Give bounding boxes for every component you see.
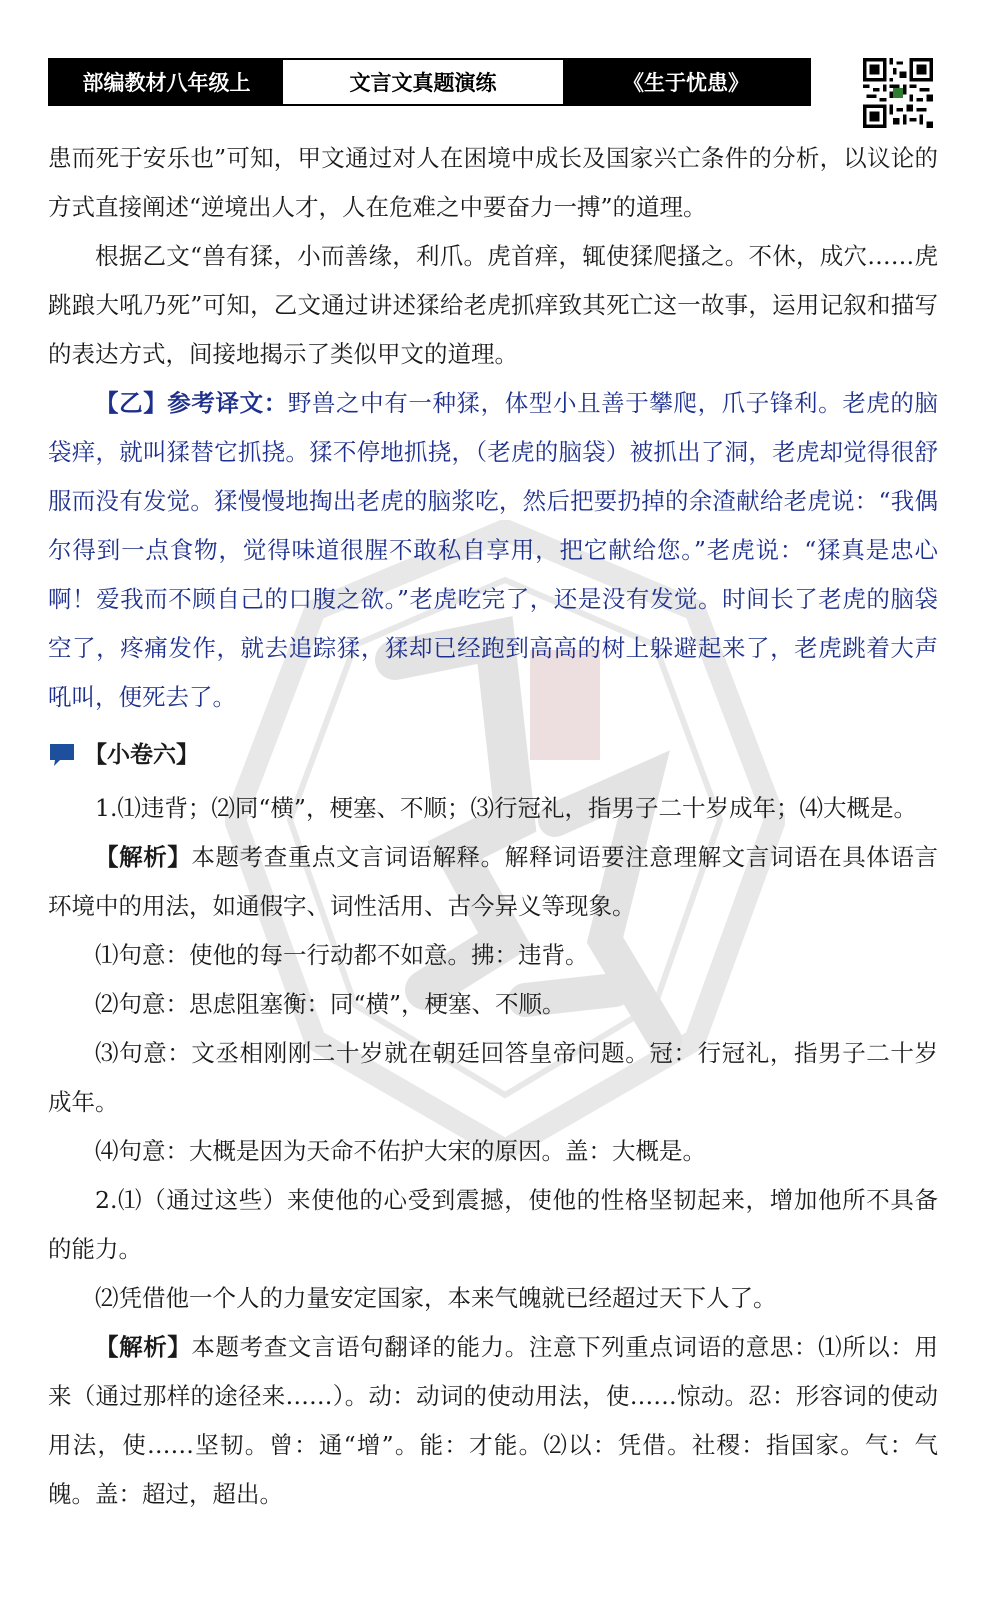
header-topic: 文言文真题演练: [283, 60, 563, 104]
speech-bubble-icon: [48, 742, 78, 768]
section-title: 【小卷六】: [84, 741, 199, 768]
analysis-1-text: 本题考查重点文言词语解释。解释词语要注意理解文言词语在具体语言环境中的用法，如通假字、词性活用、古今异义等现象。: [48, 843, 939, 920]
paragraph-conclusion-a: 患而死于安乐也”可知，甲文通过对人在困境中成长及国家兴亡条件的分析，以议论的方式直接阐述“逆境出人才，人在危难之中要奋力一搏”的道理。: [48, 144, 938, 221]
analysis-1-item-1: ⑴句意：使他的每一行动都不如意。拂：违背。: [95, 941, 589, 969]
header-grade: 部编教材八年级上: [50, 60, 283, 104]
answer-1: 1.⑴违背；⑵同“横”，梗塞、不顺；⑶行冠礼，指男子二十岁成年；⑷大概是。: [95, 794, 917, 822]
analysis-2-text: 本题考查文言语句翻译的能力。注意下列重点词语的意思：⑴所以：用来（通过那样的途径来……）。动：动词的使动用法，使……惊动。忍：形容词的使动用法，使……坚韧。曾：通“增”。能：才能。⑵以：凭借。社稷：指国家。气：气魄。盖：超过，超出。: [48, 1333, 939, 1508]
translation-label: 【乙】参考译文：: [95, 389, 288, 417]
header-banner: [48, 58, 811, 106]
analysis-1-item-2: ⑵句意：思虑阻塞衡：同“横”，梗塞、不顺。: [95, 990, 566, 1018]
analysis-1-item-4: ⑷句意：大概是因为天命不佑护大宋的原因。盖：大概是。: [95, 1137, 706, 1165]
analysis-1-item-3: ⑶句意：文丞相刚刚二十岁就在朝廷回答皇帝问题。冠：行冠礼，指男子二十岁成年。: [48, 1039, 938, 1116]
analysis-1-label: 【解析】: [95, 843, 192, 871]
translation-text: 野兽之中有一种猱，体型小且善于攀爬，爪子锋利。老虎的脑袋痒，就叫猱替它抓挠。猱不停地抓挠，（老虎的脑袋）被抓出了洞，老虎却觉得很舒服而没有发觉。猱慢慢地掏出老虎的脑浆吃，然后把要扔掉的余渣献给老虎说：“我偶尔得到一点食物，觉得味道很腥不敢私自享用，把它献给您。”老虎说：“猱真是忠心啊！爱我而不顾自己的口腹之欲。”老虎吃完了，还是没有发觉。时间长了老虎的脑袋空了，疼痛发作，就去追踪猱，猱却已经跑到高高的树上躲避起来了，老虎跳着大声吼叫，便死去了。: [48, 389, 939, 711]
analysis-2-label: 【解析】: [95, 1333, 192, 1361]
page-content: [48, 134, 938, 1519]
paragraph-conclusion-b: 根据乙文“兽有猱，小而善缘，利爪。虎首痒，辄使猱爬搔之。不休，成穴……虎跳踉大吼乃死”可知，乙文通过讲述猱给老虎抓痒致其死亡这一故事，运用记叙和描写的表达方式，间接地揭示了类似甲文的道理。: [48, 242, 938, 368]
analysis-1: [48, 833, 938, 931]
answer-2-part-2: ⑵凭借他一个人的力量安定国家，本来气魄就已经超过天下人了。: [95, 1284, 777, 1312]
analysis-2: [48, 1323, 938, 1519]
header-lesson: 《生于忧患》: [563, 60, 809, 104]
answer-2-part-1: 2.⑴（通过这些）来使他的心受到震撼，使他的性格坚韧起来，增加他所不具备的能力。: [48, 1186, 938, 1263]
translation-paragraph: [48, 379, 938, 722]
section-heading: [48, 730, 938, 780]
qr-code-icon: [863, 58, 933, 128]
